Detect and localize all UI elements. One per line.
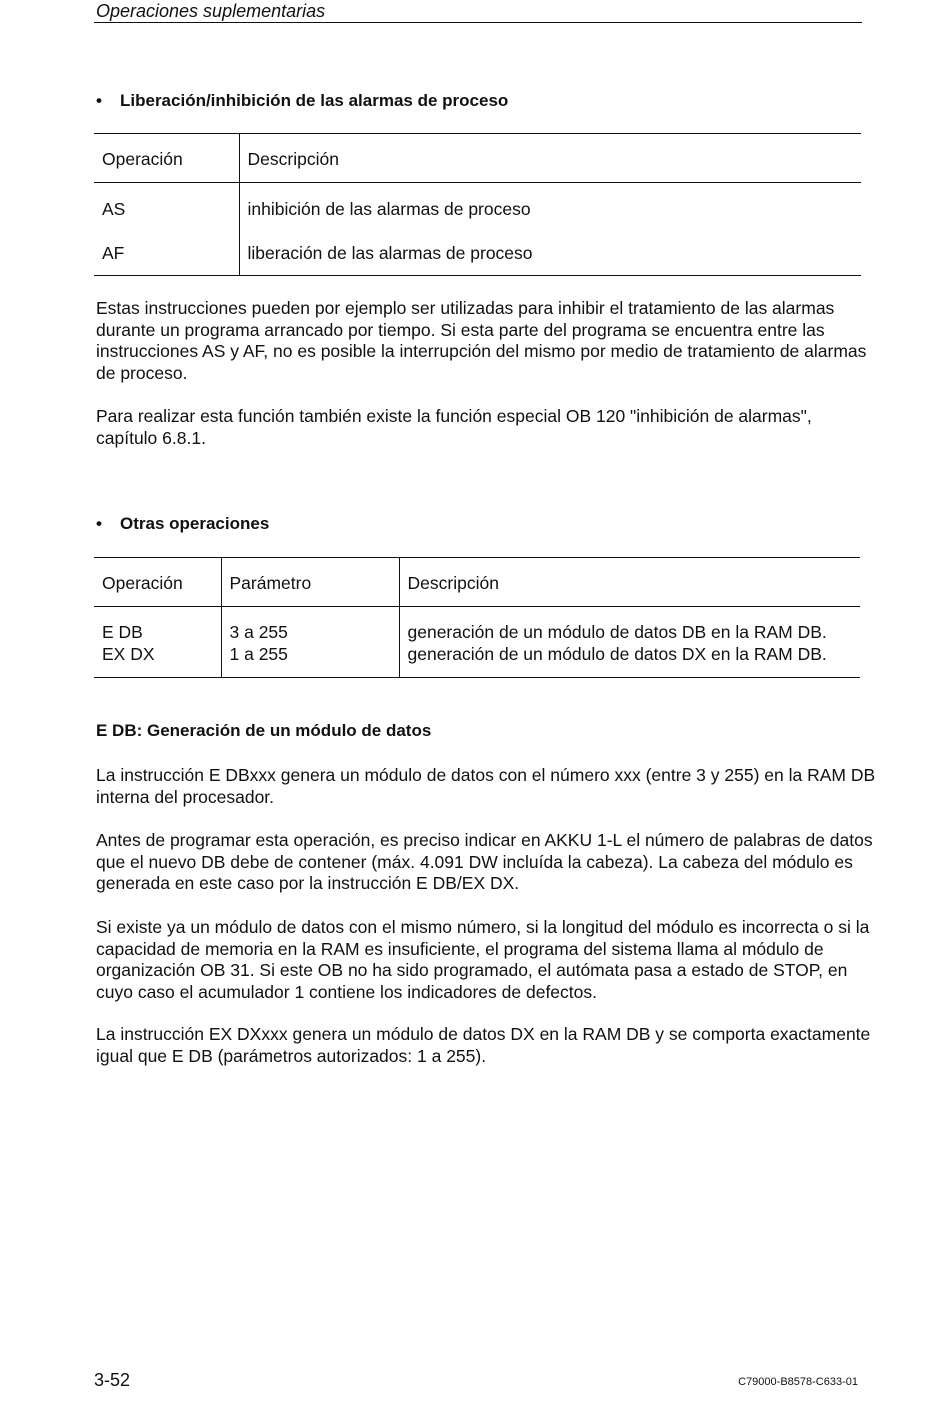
paragraph: Si existe ya un módulo de datos con el mismo número, si la longitud del módulo es incorrecta o si la capacidad de memoria en la RAM es insuficiente, el programa del sistema llama al módulo de organización OB 31. Si este OB no ha sido programado, el autómata pasa a estado de STOP, en cuyo caso el acumulador 1 contiene los indicadores de defectos. (96, 917, 870, 1002)
table-cell: AS (102, 199, 126, 219)
table-row (94, 183, 861, 227)
page-number: 3-52 (94, 1370, 131, 1390)
alarms-table (94, 133, 861, 276)
paragraph: Para realizar esta función también existe la función especial OB 120 "inhibición de alarmas", capítulo 6.8.1. (96, 406, 812, 448)
running-header-title: Operaciones suplementarias (96, 1, 326, 21)
table-row (94, 227, 861, 276)
other-table-header-operation: Operación (102, 573, 183, 593)
other-table-header-description: Descripción (399, 558, 860, 607)
alarms-table-header-operation: Operación (102, 149, 183, 169)
paragraph: Estas instrucciones pueden por ejemplo ser utilizadas para inhibir el tratamiento de las alarmas durante un programa arrancado por tiempo. Si esta parte del programa se encuentra entre las instrucciones AS y AF, no es posible la interrupción del mismo por medio de tratamiento de alarmas de proceso. (96, 298, 867, 383)
alarms-table-header-description: Descripción (239, 134, 861, 183)
other-operations-table (94, 557, 860, 678)
table-cell: inhibición de las alarmas de proceso (239, 183, 861, 227)
table-cell (94, 607, 221, 644)
section-heading-other-operations-text: Otras operaciones (120, 514, 270, 533)
document-code: C79000-B8578-C633-01 (738, 1376, 858, 1388)
bullet-icon: • (96, 91, 102, 110)
table-cell: generación de un módulo de datos DX en la RAM DB. (399, 644, 860, 678)
table-cell: liberación de las alarmas de proceso (239, 227, 861, 276)
section-heading-alarms-text: Liberación/inhibición de las alarmas de proceso (120, 91, 509, 110)
operation-code: E DB (102, 622, 143, 642)
paragraph: La instrucción E DBxxx genera un módulo de datos con el número xxx (entre 3 y 255) en la RAM DB interna del procesador. (96, 765, 876, 807)
section-heading-other-operations (96, 513, 269, 535)
table-cell: 3 a 255 (221, 607, 399, 644)
header-rule (94, 22, 862, 23)
table-cell: 1 a 255 (221, 644, 399, 678)
table-row (94, 607, 860, 644)
table-cell: AF (102, 242, 125, 263)
table-row (94, 644, 860, 678)
paragraph: Antes de programar esta operación, es preciso indicar en AKKU 1-L el número de palabras de datos que el nuevo DB debe de contener (máx. 4.091 DW incluída la cabeza). La cabeza del módulo es generada en este caso por la instrucción E DB/EX DX. (96, 830, 873, 893)
section-heading-e-db: E DB: Generación de un módulo de datos (96, 721, 432, 740)
paragraph: La instrucción EX DXxxx genera un módulo de datos DX en la RAM DB y se comporta exactamente igual que E DB (parámetros autorizados: 1 a 255). (96, 1024, 871, 1066)
section-heading-alarms (96, 90, 508, 112)
bullet-icon: • (96, 514, 102, 533)
table-cell: generación de un módulo de datos DB en la RAM DB. (399, 607, 860, 644)
other-table-header-parameter: Parámetro (221, 558, 399, 607)
table-cell: EX DX (102, 643, 155, 664)
